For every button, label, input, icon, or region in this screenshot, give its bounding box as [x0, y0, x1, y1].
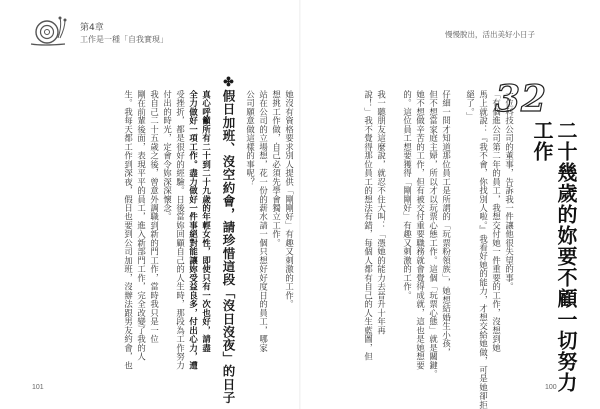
article-title: 二十幾歲的妳要不顧一切努力工作: [530, 120, 578, 393]
body-column: 但不想當家庭主婦，所以才以玩票心態工作。這個「玩票心態」就是關鍵。: [428, 90, 439, 379]
section-heading: ✤假日加班、沒空約會，請珍惜這段「沒日沒夜」的日子: [221, 74, 236, 405]
body-column: 公司願意做這樣的事呢？: [245, 90, 256, 187]
chapter-label: 第4章: [80, 23, 104, 33]
body-column: 付出的時光，定會令妳深深懷念。: [162, 90, 173, 222]
page-number-right: 100: [545, 384, 557, 391]
bold-column: 真心呼籲所有二十到二十九歲的年輕女性，即使只有一次也好，請盡: [201, 90, 212, 353]
chapter-number: 32: [495, 78, 548, 120]
body-column: 她不想做辛苦的工作，但有被交付重要職務就會覺得成就，這也是她想要: [415, 90, 426, 370]
running-head: 慢慢脫出，活出美好小日子: [445, 30, 535, 39]
diamond-icon: ✤: [221, 74, 236, 90]
body-column: 生。我每天都工作到深夜，假日也要到公司加班，沒辦法跟男友約會，也: [123, 90, 134, 370]
body-column: 一位科技公司的董事，告訴我一件讓他很失望的事。: [504, 90, 515, 292]
body-column: 我自己二十五歲之後，曾意外調職到新的門工作，當時我只是一位: [149, 90, 160, 344]
bold-column: 全力做好一項工作。盡力做好一件事絕對能讓妳受益良多，付出心力，遭: [188, 90, 199, 370]
body-column: 我一聽朋友這麼說，就忍不住大叫：「憑她的能力去晉升十年再: [376, 90, 387, 335]
page-number-left: 101: [32, 384, 44, 391]
body-column: 的。這位員工想要獲得「剛剛好」有趣又刺激的工作。: [402, 90, 413, 300]
body-column: 剛在前輩後面，表現平平的員工，進入新部門工作，完全改變了我的人: [136, 90, 147, 361]
body-column: 仔細一問才知道那位員工是所謂的「玩票粉領族」，她想結婚生小孩，: [441, 90, 452, 357]
body-column: 「有個進公司第二年的員工，我想交付她一件重要的工作，沒想到她: [491, 90, 502, 353]
chapter-subtitle: 工作是一種「自我實現」: [80, 35, 168, 44]
body-column: 絕了。」: [465, 90, 476, 121]
body-column: 受挫折，都是很好的經驗。日後當妳回顧自己的人生時，那段為工作努力: [175, 90, 186, 370]
body-column: 站在公司的立場想，花一份的薪水請一個只想好好度日的員工，哪家: [258, 90, 269, 353]
snail-icon: [25, 10, 69, 50]
body-column: 她沒有資格要求別人提供「剛剛好」有趣又刺激的工作。: [284, 90, 295, 309]
body-column: 想挑工作做，自己必須先學會獨立工作。: [271, 90, 282, 248]
body-column: 說！」我不覺得那位員工的想法有錯，每個人都有自己的人生藍圖，但: [363, 90, 374, 361]
body-column: 馬上就說：『我不會，你找別人啦。』我看好她的能力，才想交給她做，可是她卻拒: [478, 90, 489, 409]
